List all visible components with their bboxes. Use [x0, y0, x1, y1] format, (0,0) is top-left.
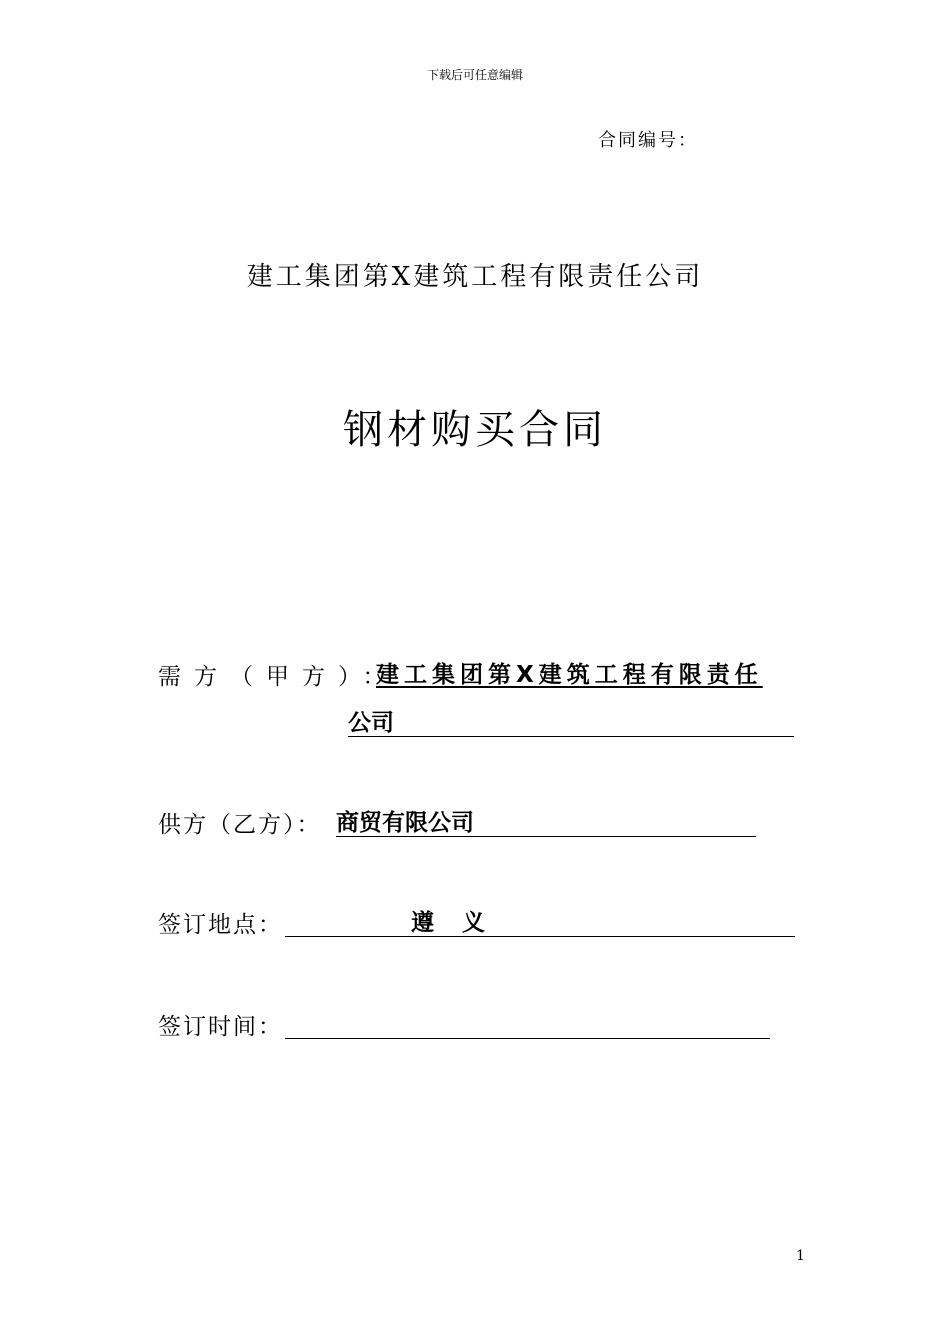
party-b-label: 供方（乙方）： [158, 812, 322, 838]
party-a-label: 需方（甲方）： [158, 664, 399, 690]
header-note: 下载后可任意编辑 [426, 68, 523, 82]
sign-time-field [285, 1006, 770, 1039]
company-title: 建工集团第X建筑工程有限责任公司 [246, 262, 704, 292]
party-a-value-line1: 建工集团第X建筑工程有限责任 [376, 662, 763, 688]
page-number: 1 [796, 1248, 805, 1264]
sign-place-label: 签订地点： [158, 912, 283, 938]
contract-number-label: 合同编号： [598, 130, 698, 151]
party-a-value-line2: 公司 [348, 704, 794, 737]
party-b-value: 商贸有限公司 [336, 804, 756, 837]
sign-place-value: 遵义 [411, 910, 513, 936]
sign-time-label: 签订时间： [158, 1014, 283, 1040]
document-title: 钢材购买合同 [343, 407, 607, 453]
sign-place-field [285, 904, 795, 937]
